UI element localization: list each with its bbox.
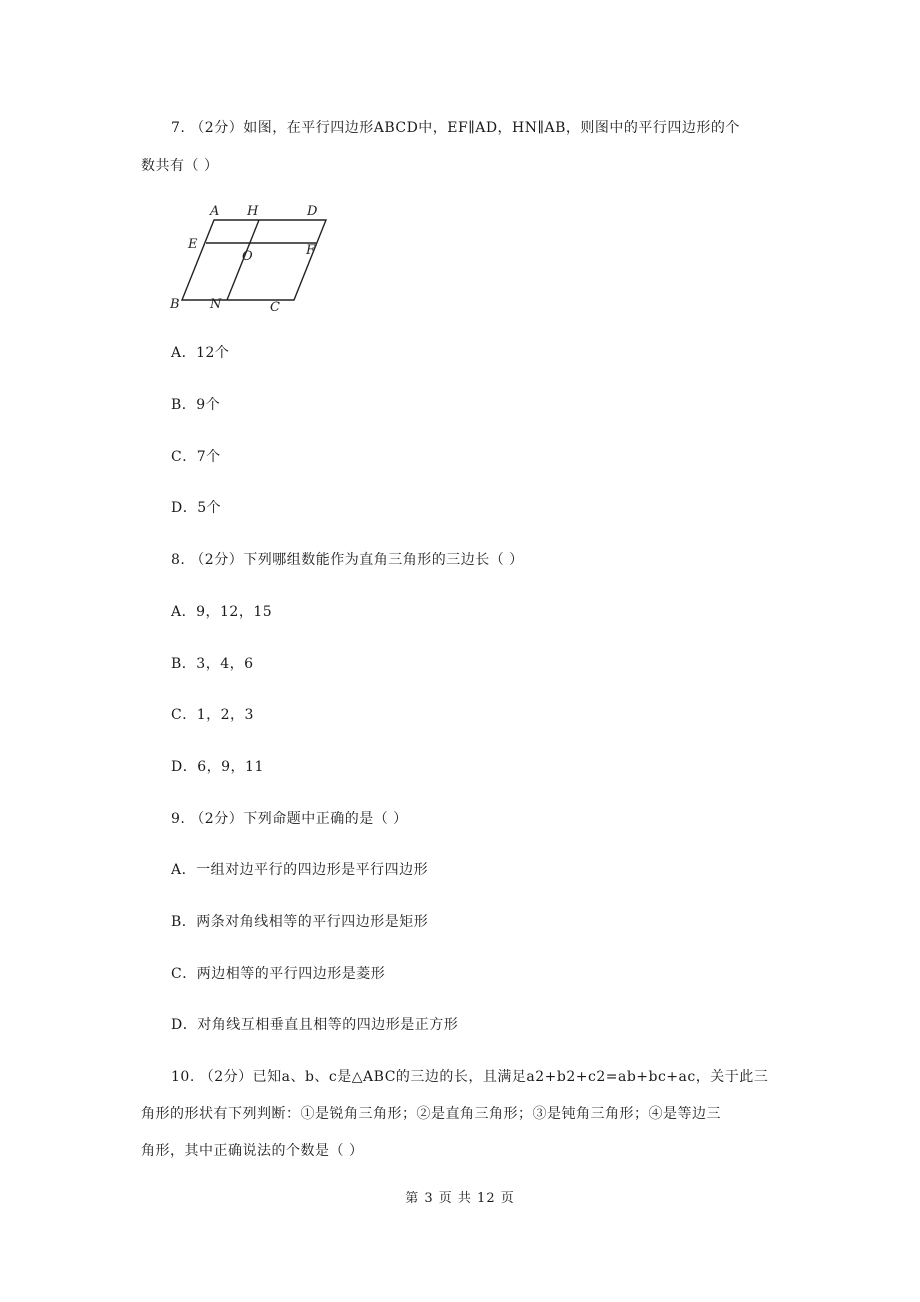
q7-stem-line1: 7. （2分）如图，在平行四边形ABCD中，EF∥AD，HN∥AB，则图中的平行四边形的个: [171, 120, 740, 136]
label-e: E: [188, 237, 198, 252]
q8-option-d: D．6，9，11: [171, 759, 264, 775]
q9-option-c: C．两边相等的平行四边形是菱形: [171, 966, 386, 982]
page-footer: 第 3 页 共 12 页: [405, 1191, 515, 1206]
label-a: A: [210, 204, 220, 219]
label-n: N: [210, 297, 222, 312]
q7-option-b: B．9个: [171, 397, 221, 413]
q8-option-c: C．1，2，3: [171, 707, 254, 723]
q9-stem: 9. （2分）下列命题中正确的是（ ）: [171, 811, 408, 827]
label-h: H: [247, 204, 259, 219]
q9-option-a: A．一组对边平行的四边形是平行四边形: [171, 862, 429, 878]
q10-stem-line3: 角形，其中正确说法的个数是（ ）: [141, 1143, 364, 1159]
q8-option-a: A．9，12，15: [171, 604, 273, 620]
q9-option-b: B．两条对角线相等的平行四边形是矩形: [171, 914, 429, 930]
q9-option-d: D．对角线互相垂直且相等的四边形是正方形: [171, 1017, 459, 1033]
q7-option-c: C．7个: [171, 449, 221, 465]
parallelogram-figure: [166, 202, 336, 318]
label-d: D: [307, 204, 318, 219]
q7-option-d: D．5个: [171, 500, 222, 516]
q8-option-b: B．3，4，6: [171, 656, 254, 672]
label-b: B: [170, 297, 180, 312]
q7-option-a: A．12个: [171, 345, 230, 361]
q10-stem-line1: 10. （2分）已知a、b、c是△ABC的三边的长，且满足a2+b2+c2=ab+bc+ac，关于此三: [171, 1069, 769, 1085]
q10-stem-line2: 角形的形状有下列判断：①是锐角三角形；②是直角三角形；③是钝角三角形；④是等边三: [141, 1106, 721, 1122]
q8-stem: 8. （2分）下列哪组数能作为直角三角形的三边长（ ）: [171, 552, 524, 568]
label-f: F: [306, 243, 316, 258]
q7-stem-line2: 数共有（ ）: [141, 158, 219, 174]
label-o: O: [242, 249, 253, 264]
label-c: C: [270, 300, 280, 315]
